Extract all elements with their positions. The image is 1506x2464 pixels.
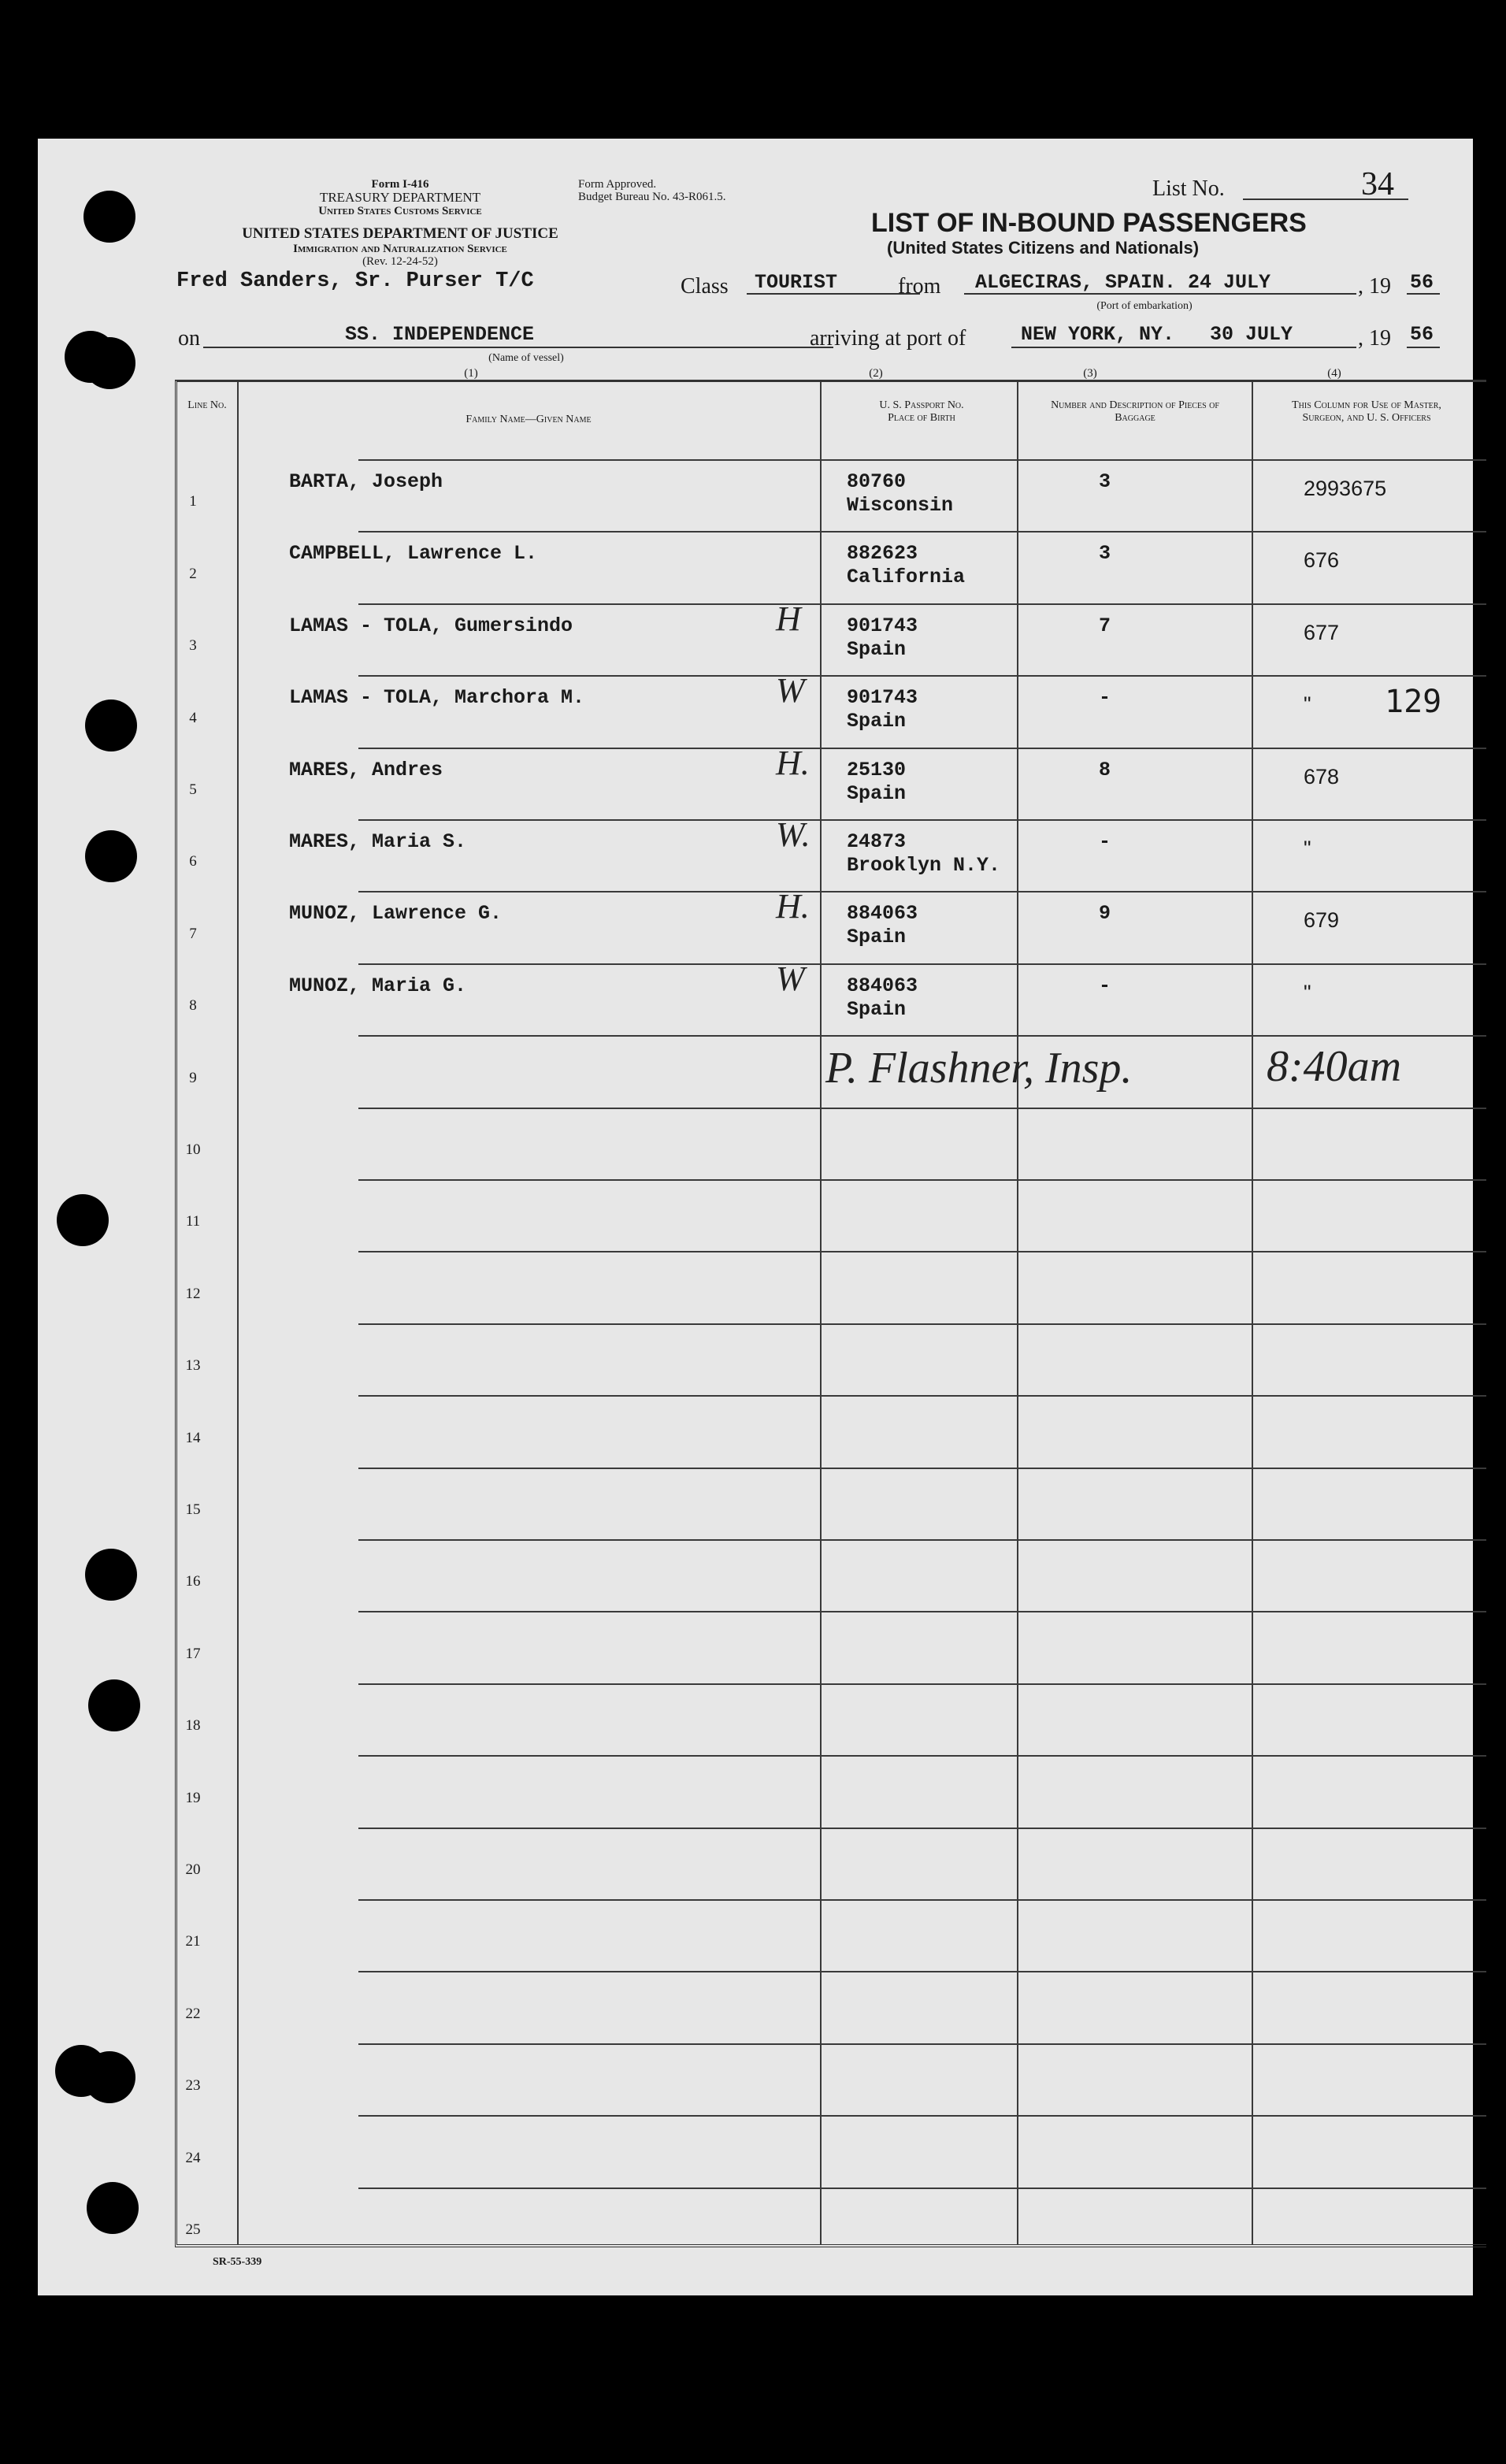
passport-number: 884063 bbox=[847, 974, 918, 997]
treasury-department: TREASURY DEPARTMENT bbox=[319, 190, 481, 205]
line-number: 12 bbox=[185, 1285, 201, 1302]
header-name: Family Name—Given Name bbox=[466, 414, 592, 425]
baggage-count: 8 bbox=[1099, 758, 1111, 781]
officer-note: 678 bbox=[1304, 764, 1340, 789]
baggage-count: - bbox=[1099, 686, 1111, 710]
line-number: 14 bbox=[185, 1429, 201, 1446]
vessel-note: (Name of vessel) bbox=[488, 352, 564, 364]
table-row bbox=[177, 599, 1486, 675]
handwritten-mark: H. bbox=[776, 743, 810, 782]
table-row bbox=[177, 1251, 1486, 1323]
arriving-value: NEW YORK, NY. 30 JULY bbox=[1021, 323, 1293, 346]
arriving-rule bbox=[1011, 347, 1356, 348]
place-of-birth: Brooklyn N.Y. bbox=[847, 854, 1001, 877]
table-row bbox=[177, 815, 1486, 891]
col-marker-3: (3) bbox=[1083, 367, 1097, 380]
passport-number: 24873 bbox=[847, 830, 907, 853]
line-number: 8 bbox=[189, 997, 197, 1015]
line-number: 23 bbox=[185, 2077, 201, 2095]
table-row bbox=[177, 671, 1486, 747]
officer-note: 676 bbox=[1304, 548, 1340, 573]
table-row bbox=[177, 959, 1486, 1035]
arriving-label: arriving at port of bbox=[810, 326, 966, 351]
table-row bbox=[177, 1395, 1486, 1467]
passenger-name: CAMPBELL, Lawrence L. bbox=[289, 542, 538, 566]
line-number: 5 bbox=[189, 781, 197, 798]
line-number: 2 bbox=[189, 565, 197, 582]
header-passport: U. S. Passport No. Place of Birth bbox=[879, 399, 964, 424]
line-number: 25 bbox=[185, 2221, 201, 2238]
class-rule bbox=[747, 293, 920, 295]
officer-note: " bbox=[1304, 837, 1311, 860]
table-row bbox=[177, 887, 1486, 963]
table-row bbox=[177, 531, 1486, 603]
line-number: 15 bbox=[185, 1501, 201, 1518]
page-subtitle: (United States Citizens and Nationals) bbox=[887, 238, 1200, 258]
passport-number: 882623 bbox=[847, 542, 918, 566]
year-value-1: 56 bbox=[1410, 271, 1434, 294]
table-row bbox=[177, 1683, 1486, 1755]
table-row bbox=[177, 1899, 1486, 1971]
form-code: SR-55-339 bbox=[213, 2256, 262, 2268]
binder-hole bbox=[85, 830, 137, 882]
passenger-name: MARES, Maria S. bbox=[289, 830, 467, 853]
passenger-name: LAMAS - TOLA, Gumersindo bbox=[289, 614, 573, 637]
handwritten-mark: W bbox=[776, 959, 805, 998]
place-of-birth: Spain bbox=[847, 710, 907, 733]
line-number: 11 bbox=[185, 1213, 201, 1230]
class-value: TOURIST bbox=[755, 271, 838, 294]
form-number: Form I-416 bbox=[371, 178, 429, 191]
year-value-2: 56 bbox=[1410, 323, 1434, 346]
baggage-count: - bbox=[1099, 974, 1111, 997]
from-value: ALGECIRAS, SPAIN. 24 JULY bbox=[975, 271, 1271, 294]
from-label: from bbox=[898, 274, 941, 299]
baggage-count: 7 bbox=[1099, 614, 1111, 637]
handwritten-mark: H bbox=[776, 599, 801, 638]
document-page bbox=[38, 139, 1473, 2295]
passport-number: 901743 bbox=[847, 686, 918, 710]
table-row bbox=[177, 2043, 1486, 2115]
table-row bbox=[177, 1971, 1486, 2043]
on-label: on bbox=[178, 326, 200, 351]
baggage-count: - bbox=[1099, 830, 1111, 853]
line-number: 24 bbox=[185, 2149, 201, 2166]
passenger-table bbox=[175, 380, 1486, 2247]
year-prefix-1: , 19 bbox=[1358, 274, 1391, 299]
revision: (Rev. 12-24-52) bbox=[362, 255, 438, 268]
place-of-birth: Wisconsin bbox=[847, 494, 954, 517]
line-number: 4 bbox=[189, 709, 197, 726]
passport-number: 80760 bbox=[847, 470, 907, 493]
margin-count: 129 bbox=[1385, 684, 1442, 720]
vessel-rule bbox=[203, 347, 833, 348]
line-number: 22 bbox=[185, 2005, 201, 2022]
table-row bbox=[177, 1539, 1486, 1611]
place-of-birth: Spain bbox=[847, 637, 907, 661]
binder-hole bbox=[57, 1194, 109, 1246]
col-marker-4: (4) bbox=[1327, 367, 1341, 380]
line-number: 19 bbox=[185, 1789, 201, 1806]
table-row bbox=[177, 2188, 1486, 2259]
passenger-name: MARES, Andres bbox=[289, 758, 443, 781]
year-prefix-2: , 19 bbox=[1358, 326, 1391, 351]
baggage-count: 3 bbox=[1099, 470, 1111, 493]
list-no-label: List No. bbox=[1152, 176, 1225, 201]
place-of-birth: California bbox=[847, 566, 966, 589]
passenger-name: MUNOZ, Maria G. bbox=[289, 974, 467, 997]
year-rule-1 bbox=[1407, 293, 1440, 295]
header-officers: This Column for Use of Master, Surgeon, and U. S. Officers bbox=[1292, 399, 1441, 424]
line-number: 21 bbox=[185, 1933, 201, 1950]
binder-hole bbox=[87, 2182, 139, 2234]
officer-note: " bbox=[1304, 692, 1311, 717]
line-number: 1 bbox=[189, 493, 197, 510]
binder-hole bbox=[83, 337, 135, 389]
line-number: 6 bbox=[189, 853, 197, 870]
from-rule bbox=[964, 293, 1356, 295]
col-marker-2: (2) bbox=[869, 367, 883, 380]
vessel-name: SS. INDEPENDENCE bbox=[345, 323, 535, 346]
baggage-count: 3 bbox=[1099, 542, 1111, 566]
passenger-name: MUNOZ, Lawrence G. bbox=[289, 902, 503, 926]
place-of-birth: Spain bbox=[847, 781, 907, 805]
table-row bbox=[177, 1108, 1486, 1179]
purser-name: Fred Sanders, Sr. Purser T/C bbox=[176, 269, 534, 293]
place-of-birth: Spain bbox=[847, 997, 907, 1021]
table-row bbox=[177, 1611, 1486, 1683]
page-title: LIST OF IN-BOUND PASSENGERS bbox=[871, 208, 1307, 238]
line-number: 17 bbox=[185, 1645, 201, 1662]
binder-hole bbox=[83, 2051, 135, 2103]
binder-hole bbox=[83, 191, 135, 243]
officer-note: 679 bbox=[1304, 908, 1340, 933]
header-baggage: Number and Description of Pieces of Baggage bbox=[1051, 399, 1219, 424]
line-number: 18 bbox=[185, 1717, 201, 1735]
col-marker-1: (1) bbox=[464, 367, 478, 380]
table-row bbox=[177, 1828, 1486, 1899]
table-row bbox=[177, 743, 1486, 819]
table-row bbox=[177, 1323, 1486, 1395]
handwritten-mark: H. bbox=[776, 887, 810, 926]
line-number: 10 bbox=[185, 1141, 201, 1158]
handwritten-mark: W. bbox=[776, 815, 810, 854]
passport-number: 25130 bbox=[847, 758, 907, 781]
inspection-time: 8:40am bbox=[1267, 1042, 1402, 1091]
ins-service: Immigration and Naturalization Service bbox=[293, 243, 507, 255]
list-no-value: 34 bbox=[1361, 166, 1394, 202]
line-number: 20 bbox=[185, 1861, 201, 1878]
table-row bbox=[177, 2115, 1486, 2187]
binder-hole bbox=[88, 1679, 140, 1731]
baggage-count: 9 bbox=[1099, 902, 1111, 926]
line-number: 16 bbox=[185, 1573, 201, 1590]
customs-service: United States Customs Service bbox=[318, 205, 482, 217]
officer-note: 2993675 bbox=[1304, 477, 1387, 500]
passenger-name: BARTA, Joseph bbox=[289, 470, 443, 493]
budget-bureau: Budget Bureau No. 43-R061.5. bbox=[578, 191, 726, 203]
passport-number: 901743 bbox=[847, 614, 918, 637]
port-embark-note: (Port of embarkation) bbox=[1096, 300, 1193, 312]
table-row bbox=[177, 459, 1486, 531]
handwritten-mark: W bbox=[776, 671, 805, 711]
binder-hole bbox=[85, 1549, 137, 1601]
justice-department: UNITED STATES DEPARTMENT OF JUSTICE bbox=[242, 225, 558, 242]
line-number: 7 bbox=[189, 925, 197, 942]
passenger-name: LAMAS - TOLA, Marchora M. bbox=[289, 686, 585, 710]
form-approved: Form Approved. bbox=[578, 178, 657, 191]
place-of-birth: Spain bbox=[847, 926, 907, 949]
table-row bbox=[177, 1755, 1486, 1827]
line-number: 9 bbox=[189, 1069, 197, 1086]
line-number: 13 bbox=[185, 1357, 201, 1375]
inspector-signature: P. Flashner, Insp. bbox=[825, 1044, 1133, 1093]
officer-note: 677 bbox=[1304, 620, 1340, 644]
table-row bbox=[177, 1468, 1486, 1539]
binder-hole bbox=[85, 699, 137, 751]
line-number: 3 bbox=[189, 637, 197, 655]
year-rule-2 bbox=[1407, 347, 1440, 348]
class-label: Class bbox=[681, 274, 729, 299]
header-line-no: Line No. bbox=[187, 399, 227, 411]
officer-note: " bbox=[1304, 980, 1311, 1004]
passport-number: 884063 bbox=[847, 902, 918, 926]
table-row bbox=[177, 1179, 1486, 1251]
